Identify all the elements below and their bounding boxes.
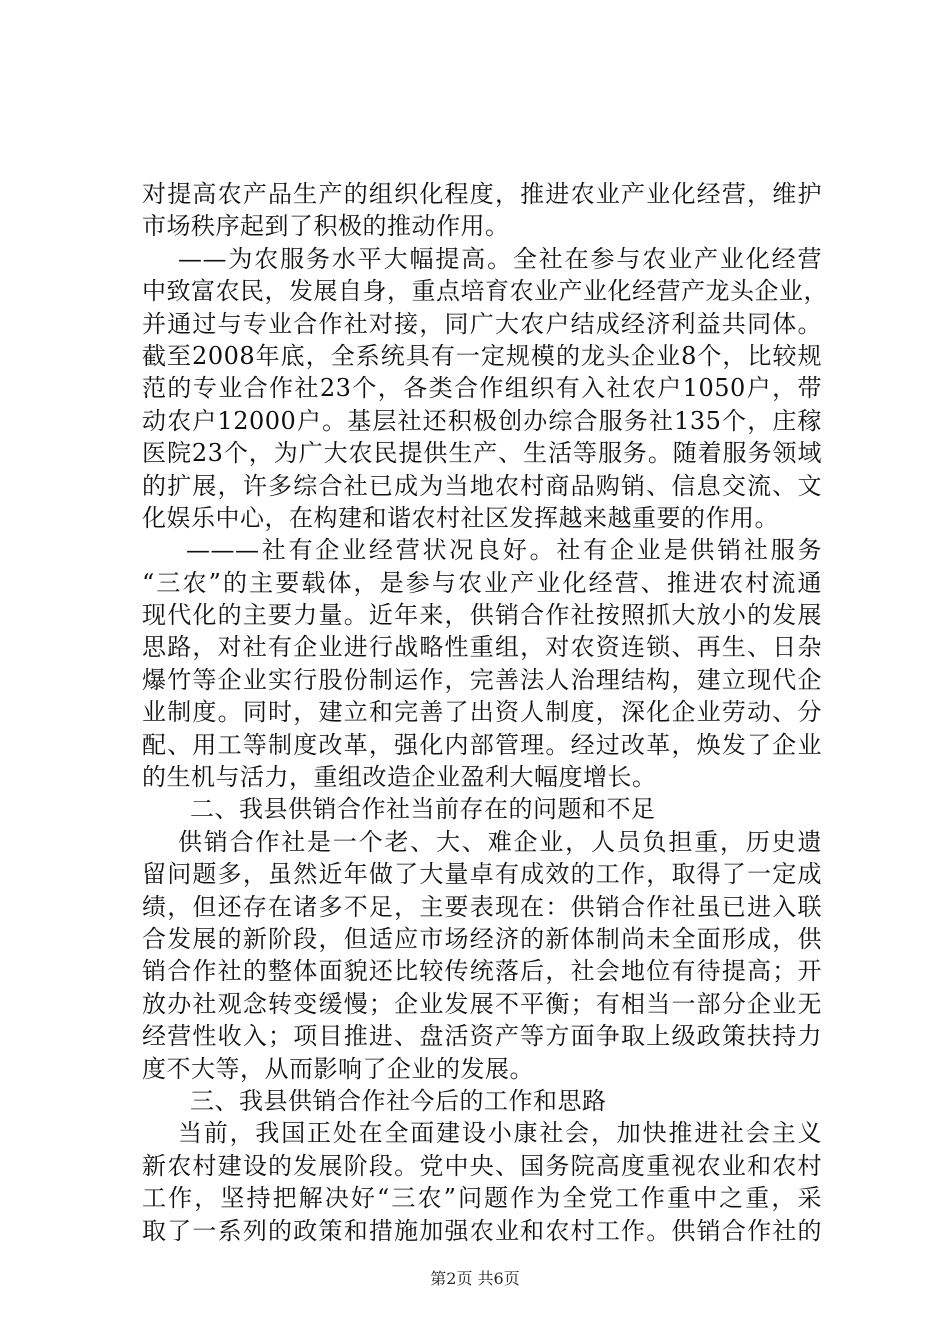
text-line: 业制度。同时，建立和完善了出资人制度，深化企业劳动、分 bbox=[142, 698, 822, 727]
text-line: 留问题多，虽然近年做了大量卓有成效的工作，取得了一定成 bbox=[142, 860, 822, 889]
text-line: 合发展的新阶段，但适应市场经济的新体制尚未全面形成，供 bbox=[142, 924, 822, 953]
text-line: ———社有企业经营状况良好。社有企业是供销社服务 bbox=[186, 536, 822, 565]
text-line: “三农”的主要载体，是参与农业产业化经营、推进农村流通 bbox=[142, 568, 822, 597]
text-line: 二、我县供销合作社当前存在的问题和不足 bbox=[190, 795, 656, 824]
text-line: 对提高农产品生产的组织化程度，推进农业产业化经营，维护 bbox=[142, 180, 822, 208]
text-line: 并通过与专业合作社对接，同广大农户结成经济利益共同体。 bbox=[142, 309, 822, 338]
text-line: 截至2008年底，全系统具有一定规模的龙头企业8个，比较规 bbox=[142, 341, 822, 370]
text-line: 绩，但还存在诸多不足，主要表现在：供销合作社虽已进入联 bbox=[142, 892, 822, 921]
text-line: 范的专业合作社23个，各类合作组织有入社农户1050户，带 bbox=[142, 374, 822, 403]
text-line: 供销合作社是一个老、大、难企业，人员负担重，历史遗 bbox=[178, 827, 822, 856]
text-line: 思路，对社有企业进行战略性重组，对农资连锁、再生、日杂 bbox=[142, 633, 822, 662]
text-line: 取了一系列的政策和措施加强农业和农村工作。供销合作社的 bbox=[142, 1216, 822, 1245]
text-line: 度不大等，从而影响了企业的发展。 bbox=[142, 1054, 534, 1083]
text-line: 新农村建设的发展阶段。党中央、国务院高度重视农业和农村 bbox=[142, 1151, 822, 1180]
page-footer: 第2页 共6页 bbox=[430, 1269, 520, 1288]
text-line: 爆竹等企业实行股份制运作，完善法人治理结构，建立现代企 bbox=[142, 665, 822, 694]
text-line: 化娱乐中心，在构建和谐农村社区发挥越来越重要的作用。 bbox=[142, 503, 779, 532]
text-line: 市场秩序起到了积极的推动作用。 bbox=[142, 212, 510, 241]
text-line: ——为农服务水平大幅提高。全社在参与农业产业化经营 bbox=[178, 244, 822, 273]
text-line: 当前，我国正处在全面建设小康社会，加快推进社会主义 bbox=[178, 1119, 822, 1148]
text-line: 的扩展，许多综合社已成为当地农村商品购销、信息交流、文 bbox=[142, 471, 822, 500]
text-line: 经营性收入；项目推进、盘活资产等方面争取上级政策扶持力 bbox=[142, 1022, 822, 1051]
text-line: 现代化的主要力量。近年来，供销合作社按照抓大放小的发展 bbox=[142, 601, 822, 630]
document-body bbox=[142, 178, 828, 1247]
text-line: 销合作社的整体面貌还比较传统落后，社会地位有待提高；开 bbox=[142, 957, 822, 986]
text-line: 放办社观念转变缓慢；企业发展不平衡；有相当一部分企业无 bbox=[142, 989, 822, 1018]
text-line: 动农户12000户。基层社还积极创办综合服务社135个，庄稼 bbox=[142, 406, 822, 435]
text-line: 中致富农民，发展自身，重点培育农业产业化经营产龙头企业， bbox=[142, 277, 828, 306]
text-line: 医院23个，为广大农民提供生产、生活等服务。随着服务领域 bbox=[142, 439, 822, 468]
text-line: 的生机与活力，重组改造企业盈利大幅度增长。 bbox=[142, 763, 657, 792]
text-line: 工作，坚持把解决好“三农”问题作为全党工作重中之重，采 bbox=[142, 1184, 822, 1213]
text-line: 配、用工等制度改革，强化内部管理。经过改革，焕发了企业 bbox=[142, 730, 822, 759]
text-line: 三、我县供销合作社今后的工作和思路 bbox=[190, 1086, 607, 1115]
